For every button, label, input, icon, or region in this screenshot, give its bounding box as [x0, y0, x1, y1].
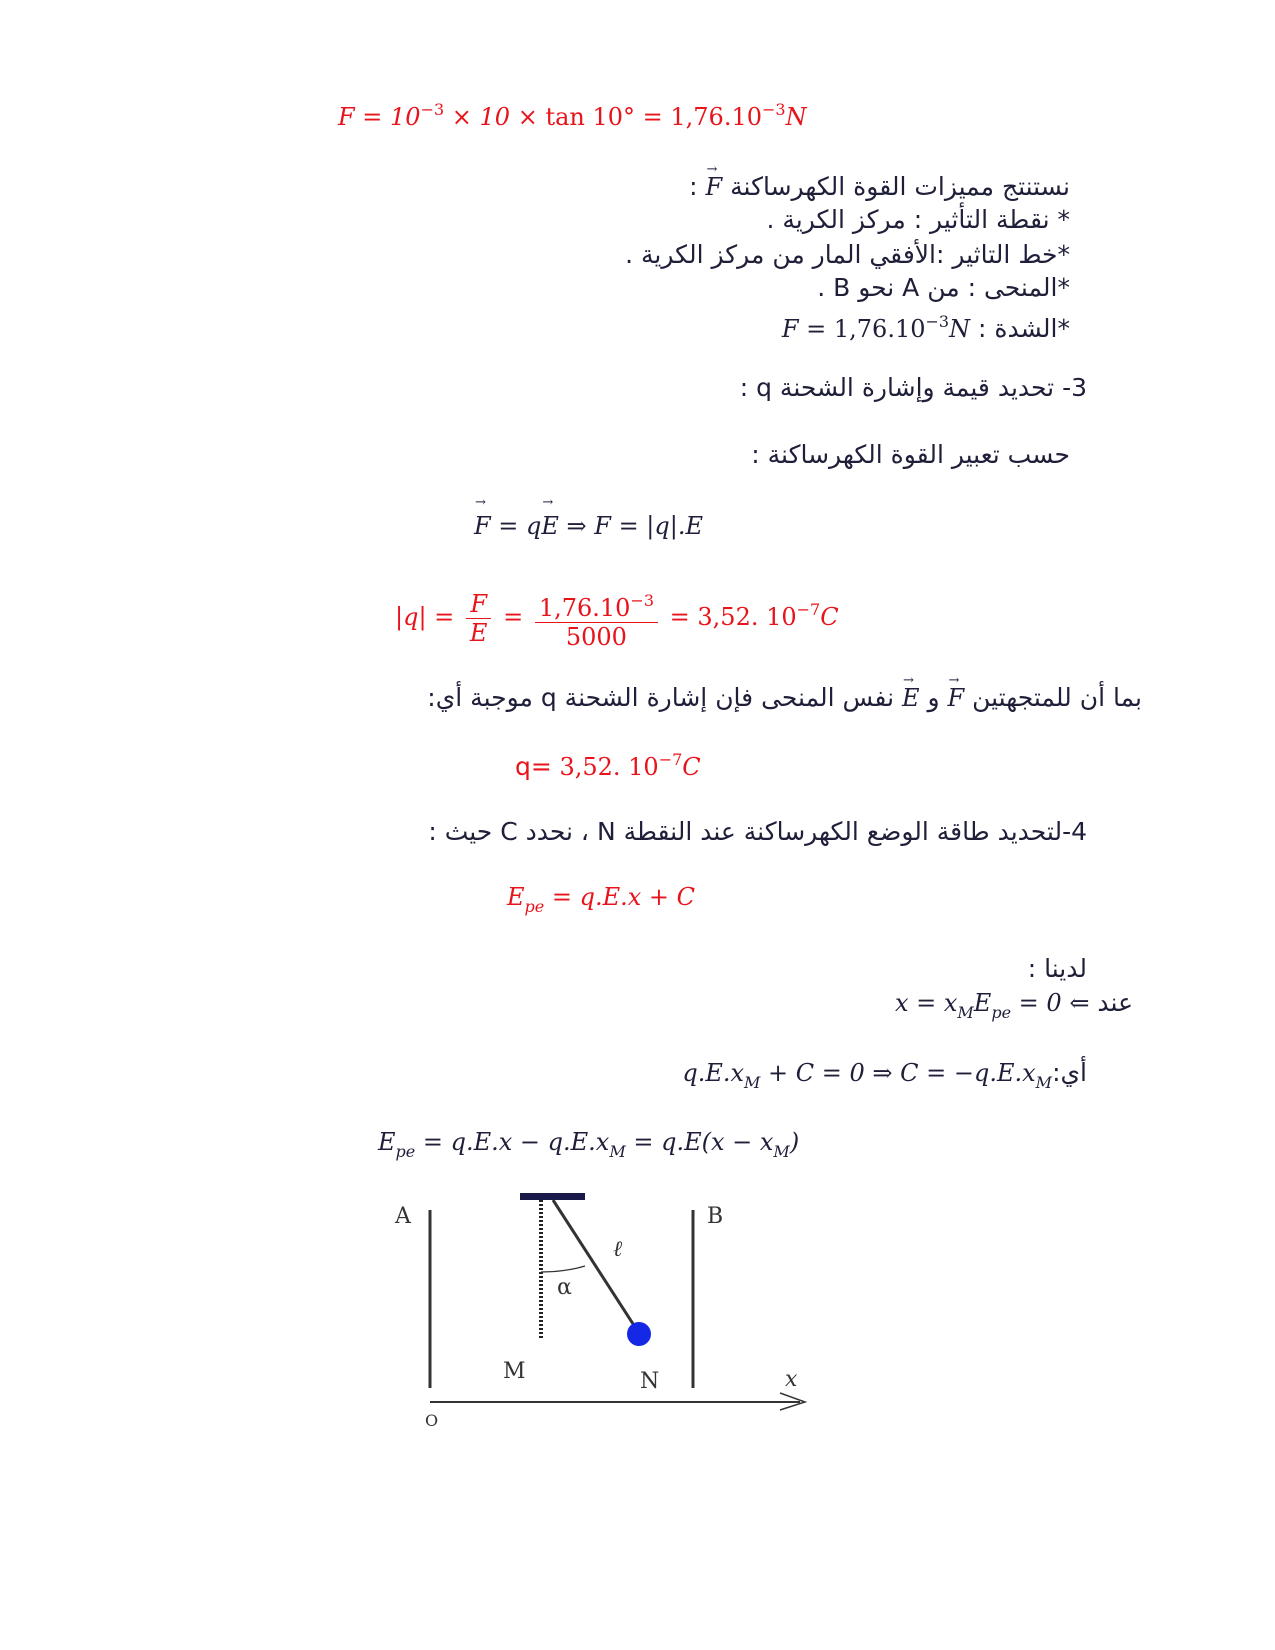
force-value-equation: $F = 10^{-3} \times 10 \times \tan 10^\circ = 1,76.10^{-3}N$: [338, 100, 807, 131]
intensity-value: $F = 1,76.10^{-3}N$: [781, 312, 971, 343]
intensity-label: *الشدة :: [978, 314, 1070, 343]
direction: *المنحى : من A نحو B .: [817, 273, 1070, 302]
which-label: أي:: [1052, 1058, 1087, 1087]
label-alpha: α: [557, 1275, 572, 1300]
intensity: [782, 307, 1070, 344]
pendulum-figure: [385, 1188, 815, 1428]
label-b: B: [707, 1204, 724, 1229]
support-bar: [520, 1193, 585, 1200]
section4-title: 4-لتحديد طاقة الوضع الكهرساكنة عند النقطة N ، نحدد C حيث :: [428, 817, 1087, 846]
label-n: N: [640, 1369, 660, 1394]
label-length: ℓ: [613, 1237, 623, 1262]
characteristics-title: نستنتج مميزات القوة الكهرساكنة → F :: [689, 172, 1070, 202]
final-energy-expression: $E_{pe} = q.E.x - q.E.x_M = q.E(x - x_M)$: [378, 1128, 800, 1161]
label-m: M: [503, 1359, 526, 1384]
we-have: لدينا :: [1027, 954, 1087, 983]
condition-label: عند: [1097, 988, 1133, 1017]
label-a: A: [395, 1204, 411, 1229]
label-x: x: [785, 1367, 798, 1392]
charged-ball: [627, 1322, 651, 1346]
force-expression: → F = q→ E ⇒ F = |q|.E: [474, 512, 703, 540]
sign-conclusion: بما أن للمتجهتين → F و → E نفس المنحى فإن إشارة الشحنة q موجبة أي:: [427, 683, 1142, 713]
by-expression: حسب تعبير القوة الكهرساكنة :: [751, 440, 1070, 469]
q-value: q= 3,52. $10^{-7}C$: [515, 750, 701, 781]
application-point: * نقطة التأثير : مركز الكرية .: [766, 205, 1070, 234]
section3-title: 3- تحديد قيمة وإشارة الشحنة q :: [739, 373, 1087, 402]
line-of-action: *خط التاثير :الأفقي المار من مركز الكرية .: [625, 240, 1070, 269]
energy-expression: $E_{pe} = q.E.x + C$: [507, 883, 696, 916]
condition-line: عند ⇐ $0 = x = x_ME_{pe}$: [894, 988, 1133, 1022]
label-o: O: [425, 1411, 439, 1428]
which-line: $أي:q.E.x_M + C = 0$ ⇒ $C = -q.E.x_M$: [682, 1058, 1087, 1092]
q-abs-calculation: |q| = $\frac{F}{E}$ = $\frac{1,76.10^{-3}}{5000}$ = 3,52. $10^{-7}C$: [395, 580, 839, 651]
